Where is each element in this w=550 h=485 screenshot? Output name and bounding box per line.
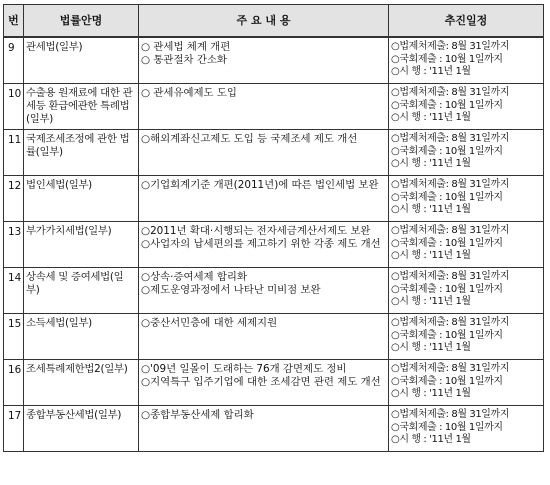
main-content bbox=[139, 314, 389, 360]
row-number: 11 bbox=[4, 130, 24, 176]
schedule bbox=[389, 130, 544, 176]
schedule-item: ○시 행 : '11년 1월 bbox=[391, 112, 471, 123]
table-row bbox=[4, 37, 544, 84]
content-item: ○중산서민층에 대한 세제지원 bbox=[141, 317, 278, 329]
content-item: ○ 관세법 체계 개편 bbox=[141, 41, 231, 53]
row-number: 15 bbox=[4, 314, 24, 360]
row-number: 12 bbox=[4, 176, 24, 222]
law-name: 부가가치세법(일부) bbox=[24, 222, 139, 268]
header-main-content: 주 요 내 용 bbox=[139, 5, 389, 38]
table-row bbox=[4, 130, 544, 176]
header-row bbox=[4, 5, 544, 38]
schedule-item: ○시 행 : '11년 1월 bbox=[391, 66, 471, 77]
row-number: 17 bbox=[4, 406, 24, 452]
content-item: ○종합부동산세제 합리화 bbox=[141, 409, 254, 421]
schedule-item: ○법제처제출: 8월 31일까지 bbox=[391, 87, 510, 98]
schedule-item: ○법제처제출: 8월 31일까지 bbox=[391, 41, 510, 52]
table-row bbox=[4, 176, 544, 222]
schedule-item: ○국회제출 : 10월 1일까지 bbox=[391, 53, 503, 65]
law-name: 조세특례제한법2(일부) bbox=[24, 360, 139, 406]
schedule-item: ○국회제출 : 10월 1일까지 bbox=[391, 191, 503, 203]
schedule-item: ○시 행 : '11년 1월 bbox=[391, 342, 471, 353]
schedule-item: ○법제처제출: 8월 31일까지 bbox=[391, 225, 510, 236]
table-row bbox=[4, 268, 544, 314]
table-row bbox=[4, 406, 544, 452]
row-number: 10 bbox=[4, 84, 24, 130]
schedule-item: ○국회제출 : 10월 1일까지 bbox=[391, 237, 503, 249]
table-row bbox=[4, 84, 544, 130]
row-number: 9 bbox=[4, 37, 24, 84]
content-item: ○제도운영과정에서 나타난 미비점 보완 bbox=[141, 284, 321, 296]
law-name: 법인세법(일부) bbox=[24, 176, 139, 222]
schedule-item: ○시 행 : '11년 1월 bbox=[391, 250, 471, 261]
schedule-item: ○시 행 : '11년 1월 bbox=[391, 388, 471, 399]
main-content bbox=[139, 84, 389, 130]
table-row bbox=[4, 314, 544, 360]
schedule-item: ○시 행 : '11년 1월 bbox=[391, 434, 471, 445]
schedule-item: ○법제처제출: 8월 31일까지 bbox=[391, 363, 510, 374]
schedule bbox=[389, 222, 544, 268]
schedule-item: ○국회제출 : 10월 1일까지 bbox=[391, 283, 503, 295]
content-item: ○상속·증여세제 합리화 bbox=[141, 271, 248, 283]
main-content bbox=[139, 406, 389, 452]
content-item: ○해외계좌신고제도 도입 등 국제조세 제도 개선 bbox=[141, 133, 358, 145]
law-name: 국제조세조정에 관한 법률(일부) bbox=[24, 130, 139, 176]
content-item: ○기업회계기준 개편(2011년)에 따른 법인세법 보완 bbox=[141, 179, 379, 191]
schedule-item: ○국회제출 : 10월 1일까지 bbox=[391, 421, 503, 433]
schedule bbox=[389, 37, 544, 84]
main-content bbox=[139, 37, 389, 84]
row-number: 14 bbox=[4, 268, 24, 314]
schedule-item: ○법제처제출: 8월 31일까지 bbox=[391, 179, 510, 190]
schedule-item: ○법제처제출: 8월 31일까지 bbox=[391, 271, 510, 282]
content-item: ○'09년 일몰이 도래하는 76개 감면제도 정비 bbox=[141, 363, 347, 375]
header-num: 번 bbox=[4, 5, 24, 38]
table-row bbox=[4, 222, 544, 268]
table-header bbox=[4, 5, 544, 38]
law-name: 관세법(일부) bbox=[24, 37, 139, 84]
schedule-item: ○법제처제출: 8월 31일까지 bbox=[391, 317, 510, 328]
main-content bbox=[139, 268, 389, 314]
schedule bbox=[389, 268, 544, 314]
main-content bbox=[139, 222, 389, 268]
main-content bbox=[139, 360, 389, 406]
schedule bbox=[389, 176, 544, 222]
main-content bbox=[139, 176, 389, 222]
schedule-item: ○시 행 : '11년 1월 bbox=[391, 296, 471, 307]
schedule-item: ○시 행 : '11년 1월 bbox=[391, 204, 471, 215]
schedule-item: ○국회제출 : 10월 1일까지 bbox=[391, 145, 503, 157]
schedule-item: ○법제처제출: 8월 31일까지 bbox=[391, 133, 510, 144]
schedule-item: ○시 행 : '11년 1월 bbox=[391, 158, 471, 169]
schedule-item: ○국회제출 : 10월 1일까지 bbox=[391, 99, 503, 111]
content-item: ○ 통관절차 간소화 bbox=[141, 54, 227, 66]
law-name: 종합부동산세법(일부) bbox=[24, 406, 139, 452]
schedule-item: ○국회제출 : 10월 1일까지 bbox=[391, 329, 503, 341]
law-schedule-table bbox=[3, 4, 544, 452]
schedule bbox=[389, 314, 544, 360]
header-law-name: 법률안명 bbox=[24, 5, 139, 38]
row-number: 16 bbox=[4, 360, 24, 406]
content-item: ○2011년 확대·시행되는 전자세금계산서제도 보완 bbox=[141, 225, 371, 237]
law-name: 소득세법(일부) bbox=[24, 314, 139, 360]
header-schedule: 추진일정 bbox=[389, 5, 544, 38]
content-item: ○ 관세유예제도 도입 bbox=[141, 87, 237, 99]
schedule-item: ○법제처제출: 8월 31일까지 bbox=[391, 409, 510, 420]
table-row bbox=[4, 360, 544, 406]
law-name: 상속세 및 증여세법(일부) bbox=[24, 268, 139, 314]
schedule bbox=[389, 360, 544, 406]
main-content bbox=[139, 130, 389, 176]
row-number: 13 bbox=[4, 222, 24, 268]
content-item: ○지역특구 입주기업에 대한 조세감면 관련 제도 개선 bbox=[141, 376, 381, 388]
table-body bbox=[4, 37, 544, 452]
content-item: ○사업자의 납세편의를 제고하기 위한 각종 제도 개선 bbox=[141, 238, 381, 250]
schedule bbox=[389, 406, 544, 452]
schedule-item: ○국회제출 : 10월 1일까지 bbox=[391, 375, 503, 387]
schedule bbox=[389, 84, 544, 130]
law-name: 수출용 원재료에 대한 관세등 환급에관한 특례법(일부) bbox=[24, 84, 139, 130]
